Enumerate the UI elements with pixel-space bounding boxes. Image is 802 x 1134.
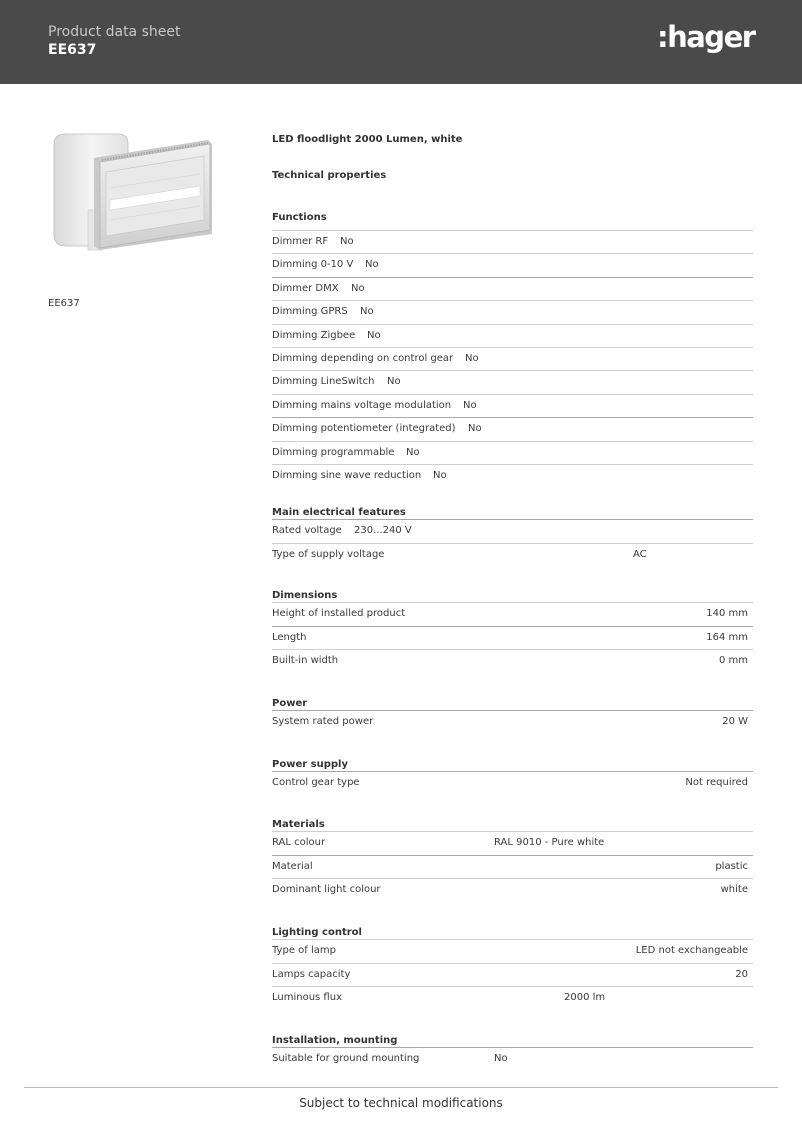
footer-divider	[24, 1087, 778, 1088]
property-value: 20	[735, 969, 748, 980]
property-label: Type of lamp	[272, 945, 336, 956]
property-value: 0 mm	[718, 655, 748, 666]
property-value: No	[360, 306, 374, 317]
property-label: Dimmer DMX	[272, 283, 339, 294]
property-value: No	[351, 283, 365, 294]
section-heading-dimensions: Dimensions	[272, 590, 338, 601]
property-row	[272, 417, 753, 440]
property-value: No	[387, 376, 401, 387]
property-row	[272, 441, 753, 464]
property-label: Dimming LineSwitch	[272, 376, 375, 387]
property-row	[272, 519, 753, 542]
property-row	[272, 878, 753, 901]
technical-properties-heading: Technical properties	[272, 170, 387, 181]
section-heading-main-electrical-features: Main electrical features	[272, 507, 406, 518]
page-header	[0, 0, 802, 84]
property-label: Material	[272, 861, 313, 872]
property-label: Built-in width	[272, 655, 339, 666]
property-label: Dimmer RF	[272, 236, 329, 247]
property-value: 2000 lm	[564, 992, 606, 1003]
section-heading-power: Power	[272, 698, 308, 709]
property-value: No	[465, 353, 479, 364]
property-value: RAL 9010 - Pure white	[494, 837, 605, 848]
property-label: Dimming GPRS	[272, 306, 348, 317]
property-row	[272, 347, 753, 370]
property-label: Dimming mains voltage modulation	[272, 400, 452, 411]
property-label: Dominant light colour	[272, 884, 381, 895]
property-value: No	[433, 470, 447, 481]
property-row	[272, 394, 753, 417]
property-value: white	[720, 884, 748, 895]
property-value: No	[406, 447, 420, 458]
property-label: Height of installed product	[272, 608, 406, 619]
property-label: Dimming depending on control gear	[272, 353, 454, 364]
property-label: Length	[272, 632, 307, 643]
product-code: EE637	[48, 42, 97, 58]
property-row	[272, 230, 753, 253]
property-row	[272, 602, 753, 625]
property-label: RAL colour	[272, 837, 326, 848]
section-heading-lighting-control: Lighting control	[272, 927, 362, 938]
property-label: Dimming potentiometer (integrated)	[272, 423, 456, 434]
property-row	[272, 324, 753, 347]
property-row	[272, 771, 753, 794]
property-value: 230...240 V	[354, 525, 412, 536]
hager-logo: :hager	[657, 20, 755, 54]
property-row	[272, 277, 753, 300]
property-row	[272, 626, 753, 649]
property-value: No	[463, 400, 477, 411]
property-row	[272, 939, 753, 962]
property-row	[272, 649, 753, 672]
image-caption: EE637	[48, 298, 80, 309]
footer-note: Subject to technical modifications	[299, 1096, 503, 1110]
property-row	[272, 464, 753, 487]
property-value: plastic	[715, 861, 748, 872]
document-type: Product data sheet	[48, 24, 181, 40]
property-value: No	[340, 236, 354, 247]
property-label: Suitable for ground mounting	[272, 1053, 420, 1064]
property-label: Dimming sine wave reduction	[272, 470, 422, 481]
property-label: Lamps capacity	[272, 969, 351, 980]
property-row	[272, 253, 753, 276]
property-label: System rated power	[272, 716, 374, 727]
property-label: Rated voltage	[272, 525, 342, 536]
section-heading-materials: Materials	[272, 819, 325, 830]
property-label: Dimming Zigbee	[272, 330, 356, 341]
section-heading-power-supply: Power supply	[272, 759, 348, 770]
property-value: 20 W	[722, 716, 748, 727]
property-row	[272, 963, 753, 986]
property-row	[272, 855, 753, 878]
property-label: Luminous flux	[272, 992, 342, 1003]
property-label: Control gear type	[272, 777, 360, 788]
property-row	[272, 300, 753, 323]
property-value: AC	[633, 549, 647, 560]
property-row	[272, 543, 753, 566]
floodlight-product-image	[48, 130, 216, 254]
property-value: LED not exchangeable	[635, 945, 748, 956]
property-row	[272, 831, 753, 854]
property-value: Not required	[685, 777, 748, 788]
product-title: LED floodlight 2000 Lumen, white	[272, 134, 463, 145]
property-label: Type of supply voltage	[272, 549, 385, 560]
property-row	[272, 710, 753, 733]
property-value: 164 mm	[706, 632, 748, 643]
property-value: No	[494, 1053, 508, 1064]
property-value: No	[367, 330, 381, 341]
property-value: No	[468, 423, 482, 434]
property-row	[272, 370, 753, 393]
property-label: Dimming programmable	[272, 447, 395, 458]
property-value: No	[365, 259, 379, 270]
property-row	[272, 1047, 753, 1070]
property-label: Dimming 0-10 V	[272, 259, 354, 270]
property-value: 140 mm	[706, 608, 748, 619]
section-heading-functions: Functions	[272, 212, 327, 223]
property-row	[272, 986, 753, 1009]
section-heading-installation-mounting: Installation, mounting	[272, 1035, 398, 1046]
